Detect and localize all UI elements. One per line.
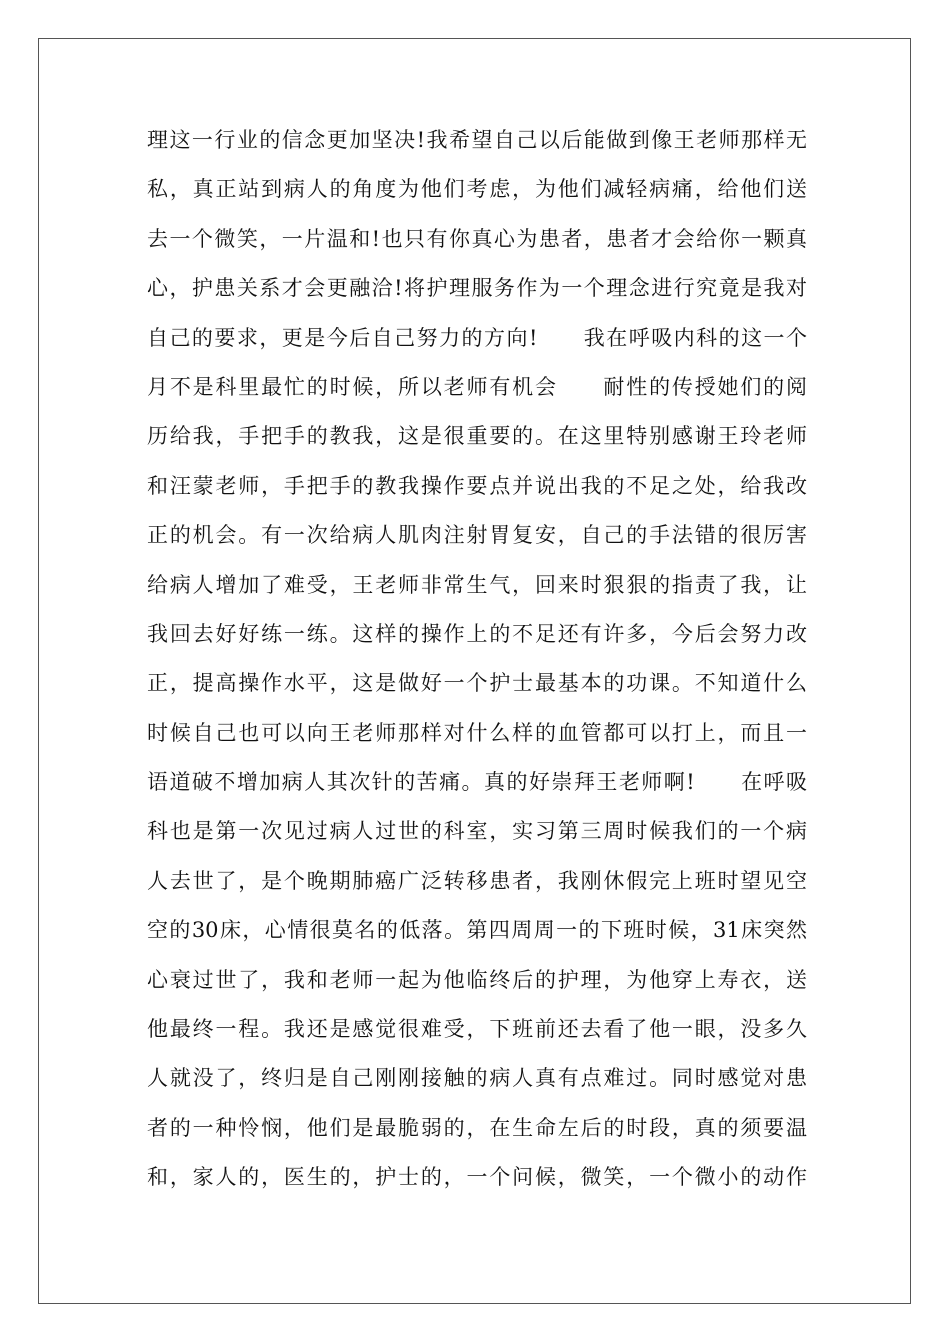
text-line-5: 自己的要求，更是今后自己努力的方向! 我在呼吸内科的这一个: [147, 325, 807, 350]
text-line-4: 心，护患关系才会更融洽!将护理服务作为一个理念进行究竟是我对: [147, 276, 807, 301]
text-line-7: 历给我，手把手的教我，这是很重要的。在这里特别感谢王玲老师: [147, 424, 807, 449]
text-line-1: 理这一行业的信念更加坚决!我希望自己以后能做到像王老师那样无: [147, 128, 807, 152]
text-line-19: 他最终一程。我还是感觉很难受，下班前还去看了他一眼，没多久: [147, 1017, 807, 1042]
text-line-3: 去一个微笑，一片温和!也只有你真心为患者，患者才会给你一颗真: [147, 226, 807, 251]
text-line-14: 语道破不增加病人其次针的苦痛。真的好崇拜王老师啊! 在呼吸: [147, 770, 807, 795]
text-line-6: 月不是科里最忙的时候，所以老师有机会 耐性的传授她们的阅: [147, 374, 807, 399]
text-line-13: 时候自己也可以向王老师那样对什么样的血管都可以打上，而且一: [147, 720, 807, 745]
text-line-16: 人去世了，是个晚期肺癌广泛转移患者，我刚休假完上班时望见空: [147, 868, 807, 893]
text-line-2: 私，真正站到病人的角度为他们考虑，为他们减轻病痛，给他们送: [147, 177, 807, 202]
text-line-20: 人就没了，终归是自己刚刚接触的病人真有点难过。同时感觉对患: [147, 1066, 807, 1091]
text-line-9: 正的机会。有一次给病人肌肉注射胃复安，自己的手法错的很厉害: [147, 523, 807, 548]
text-line-10: 给病人增加了难受，王老师非常生气，回来时狠狠的指责了我，让: [147, 572, 807, 597]
text-line-22: 和，家人的，医生的，护士的，一个问候，微笑，一个微小的动作: [147, 1165, 807, 1190]
text-line-21: 者的一种怜悯，他们是最脆弱的，在生命左后的时段，真的须要温: [147, 1115, 807, 1140]
text-line-15: 科也是第一次见过病人过世的科室，实习第三周时候我们的一个病: [147, 819, 807, 844]
text-line-17: 空的30床，心情很莫名的低落。第四周周一的下班时候，31床突然: [147, 918, 807, 943]
text-line-12: 正，提高操作水平，这是做好一个护士最基本的功课。不知道什么: [147, 671, 807, 696]
document-body: [147, 116, 807, 1203]
text-line-18: 心衰过世了，我和老师一起为他临终后的护理，为他穿上寿衣，送: [147, 967, 807, 992]
text-line-8: 和汪蒙老师，手把手的教我操作要点并说出我的不足之处，给我改: [147, 473, 807, 498]
text-line-11: 我回去好好练一练。这样的操作上的不足还有许多，今后会努力改: [147, 621, 807, 646]
